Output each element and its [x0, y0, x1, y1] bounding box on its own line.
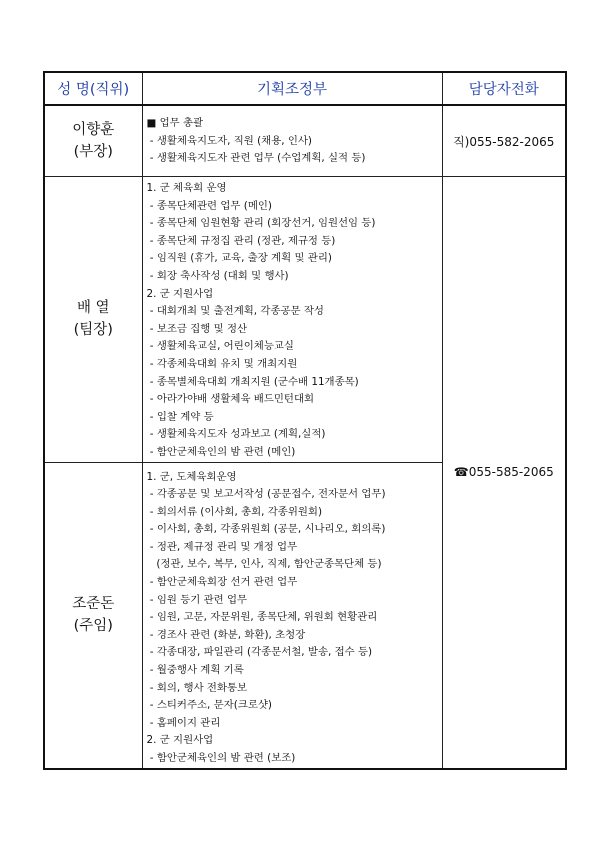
duties-cell — [142, 177, 442, 463]
duties-cell — [142, 462, 442, 769]
phone-cell: 직)055-582-2065 — [442, 105, 566, 177]
name-cell — [44, 462, 142, 769]
duty-line: - 각종대장, 파일관리 (각종문서철, 발송, 접수 등) — [146, 646, 373, 659]
duty-line: - 함안군체육인의 밤 관련 (보조) — [146, 752, 296, 764]
duty-line: - 종목단체관련 업무 (메인) — [146, 199, 272, 212]
duty-line: - 월중행사 계획 기록 — [146, 664, 244, 677]
duties-cell — [142, 105, 442, 177]
duty-line: - 종목단체 규정집 관리 (정관, 제규정 등) — [146, 234, 336, 247]
person-position: (부장) — [73, 144, 113, 160]
duty-line: 2. 군 지원사업 — [146, 734, 214, 747]
duty-line: - 생활체육지도자 성과보고 (계획,실적) — [146, 428, 326, 441]
name-cell — [44, 105, 142, 177]
duty-line: - 각종공문 및 보고서작성 (공문접수, 전자문서 업무) — [146, 488, 386, 501]
duty-line: - 함안군체육인의 밤 관련 (메인) — [146, 445, 296, 458]
duty-line: - 경조사 관련 (화분, 화환), 초청장 — [146, 628, 306, 641]
duty-line: - 임원 등기 관련 업무 — [146, 593, 248, 606]
person-name: 이향훈 — [72, 122, 115, 138]
table-row — [44, 105, 566, 177]
duty-line: - 각종체육대회 유치 및 개최지원 — [146, 357, 298, 370]
duty-line: - 임직원 (휴가, 교육, 출장 계획 및 관리) — [146, 252, 332, 265]
duty-line: - 생활체육교실, 어린이체능교실 — [146, 340, 294, 353]
shared-phone-cell: ☎055-585-2065 — [442, 177, 566, 769]
duty-line: - 생활체육지도자, 직원 (채용, 인사) — [146, 134, 312, 147]
person-name: 조준돈 — [72, 596, 115, 613]
duty-line: - 홈페이지 관리 — [146, 716, 221, 729]
duty-line: ■ 업무 총괄 — [146, 117, 204, 129]
name-cell — [44, 177, 142, 463]
header-duty: 기획조정부 — [142, 72, 442, 105]
duty-line: - 대회개최 및 출전계획, 각종공문 작성 — [146, 305, 324, 318]
duty-line: - 회의서류 (이사회, 총회, 각종위원회) — [146, 505, 322, 518]
duty-line: - 임원, 고문, 자문위원, 종목단체, 위원회 현황관리 — [146, 611, 378, 624]
duty-line: (정관, 보수, 복무, 인사, 직제, 함안군종목단체 등) — [146, 558, 382, 571]
duty-line: 1. 군, 도체육회운영 — [146, 470, 237, 483]
duty-line: - 회장 축사작성 (대회 및 행사) — [146, 269, 289, 282]
person-name: 배 열 — [76, 300, 110, 317]
duty-line: - 정관, 제규정 관리 및 개정 업무 — [146, 540, 298, 553]
header-phone: 담당자전화 — [442, 72, 566, 105]
duty-line: - 함안군체육회장 선거 관련 업무 — [146, 576, 298, 589]
duty-line: - 회의, 행사 전화통보 — [146, 681, 248, 694]
table-row — [44, 177, 566, 463]
person-position: (팀장) — [73, 322, 113, 339]
duty-table — [43, 71, 567, 770]
duty-line: - 입찰 계약 등 — [146, 410, 214, 423]
header-name: 성 명(직위) — [44, 72, 142, 105]
duty-line: - 이사회, 총회, 각종위원회 (공문, 시나리오, 회의록) — [146, 523, 386, 536]
duty-line: - 보조금 집행 및 정산 — [146, 322, 248, 335]
person-position: (주임) — [73, 618, 113, 635]
duty-line: - 종목단체 임원현황 관리 (회장선거, 임원선임 등) — [146, 217, 376, 230]
duty-line: 2. 군 지원사업 — [146, 287, 214, 300]
duty-line: - 스티커주소, 문자(크로샷) — [146, 699, 272, 712]
header-row — [44, 72, 566, 105]
duty-line: - 아라가야배 생활체육 배드민턴대회 — [146, 393, 315, 406]
duty-line: - 생활체육지도자 관련 업무 (수업계획, 실적 등) — [146, 152, 366, 165]
duty-line: - 종목별체육대회 개최지원 (군수배 11개종목) — [146, 375, 359, 388]
duty-line: 1. 군 체육회 운영 — [146, 182, 227, 194]
